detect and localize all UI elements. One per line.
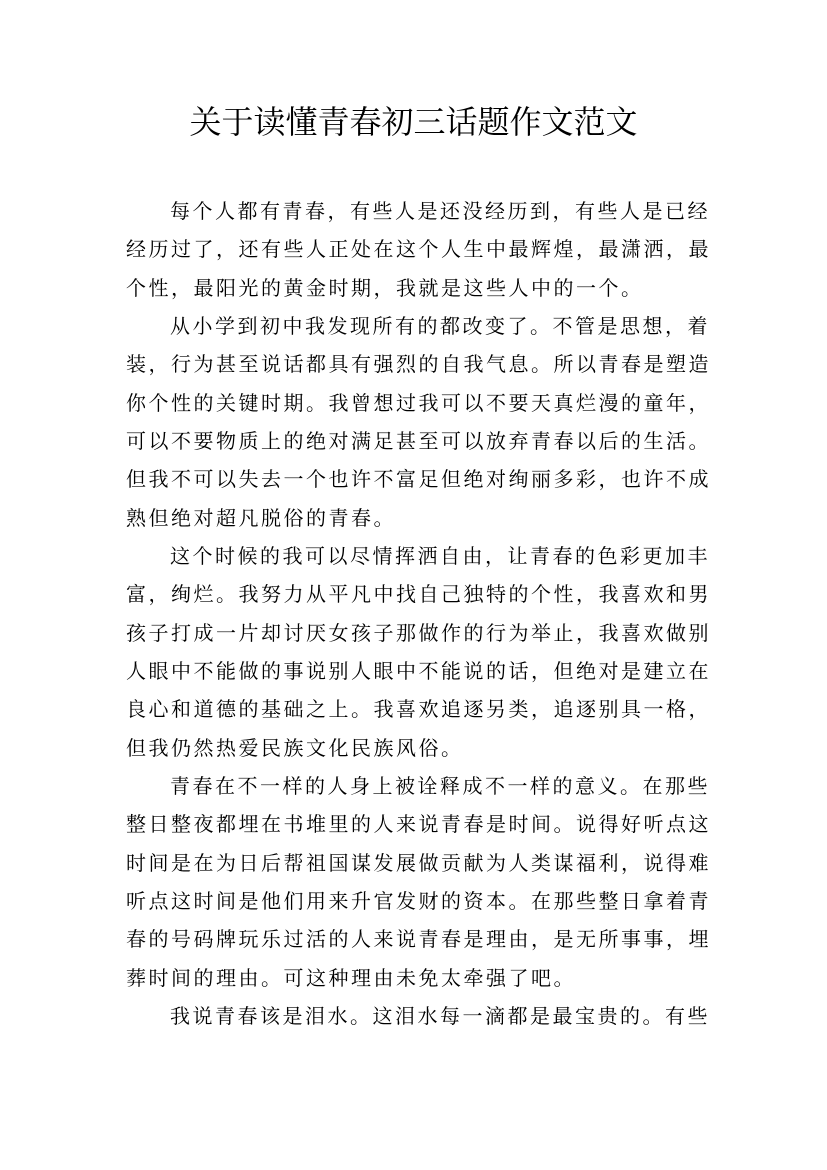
paragraph-line: 葬时间的理由。可这种理由未免太牵强了吧。 bbox=[126, 966, 576, 990]
paragraph-line: 孩子打成一片却讨厌女孩子那做作的行为举止，我喜欢做别 bbox=[126, 621, 711, 645]
paragraph-line: 装，行为甚至说话都具有强烈的自我气息。所以青春是塑造 bbox=[126, 352, 711, 376]
paragraph-line: 每个人都有青春，有些人是还没经历到，有些人是已经 bbox=[170, 199, 710, 223]
paragraph-line: 这个时候的我可以尽情挥洒自由，让青春的色彩更加丰 bbox=[170, 544, 710, 568]
paragraph-line: 可以不要物质上的绝对满足甚至可以放弃青春以后的生活。 bbox=[126, 429, 711, 453]
document-title: 关于读懂青春初三话题作文范文 bbox=[189, 103, 638, 141]
paragraph-line: 我说青春该是泪水。这泪水每一滴都是最宝贵的。有些 bbox=[170, 1004, 710, 1028]
paragraph-line: 但我不可以失去一个也许不富足但绝对绚丽多彩，也许不成 bbox=[126, 467, 711, 491]
paragraph-line: 你个性的关键时期。我曾想过我可以不要天真烂漫的童年， bbox=[126, 391, 711, 415]
paragraph-line: 时间是在为日后帮祖国谋发展做贡献为人类谋福利，说得难 bbox=[126, 851, 711, 875]
paragraph-line: 熟但绝对超凡脱俗的青春。 bbox=[126, 506, 396, 530]
paragraph-line: 良心和道德的基础之上。我喜欢追逐另类，追逐别具一格， bbox=[126, 697, 711, 721]
paragraph-line: 人眼中不能做的事说别人眼中不能说的话，但绝对是建立在 bbox=[126, 659, 711, 683]
paragraph-line: 富，绚烂。我努力从平凡中找自己独特的个性，我喜欢和男 bbox=[126, 582, 711, 606]
paragraph-line: 经历过了，还有些人正处在这个人生中最辉煌，最潇洒，最 bbox=[126, 237, 711, 261]
paragraph-line: 从小学到初中我发现所有的都改变了。不管是思想，着 bbox=[170, 314, 710, 338]
paragraph-line: 整日整夜都埋在书堆里的人来说青春是时间。说得好听点这 bbox=[126, 812, 711, 836]
paragraph-line: 听点这时间是他们用来升官发财的资本。在那些整日拿着青 bbox=[126, 889, 711, 913]
paragraph-line: 青春在不一样的人身上被诠释成不一样的意义。在那些 bbox=[170, 774, 710, 798]
paragraph-line: 春的号码牌玩乐过活的人来说青春是理由，是无所事事，埋 bbox=[126, 927, 711, 951]
paragraph-line: 个性，最阳光的黄金时期，我就是这些人中的一个。 bbox=[126, 276, 644, 300]
paragraph-line: 但我仍然热爱民族文化民族风俗。 bbox=[126, 736, 464, 760]
